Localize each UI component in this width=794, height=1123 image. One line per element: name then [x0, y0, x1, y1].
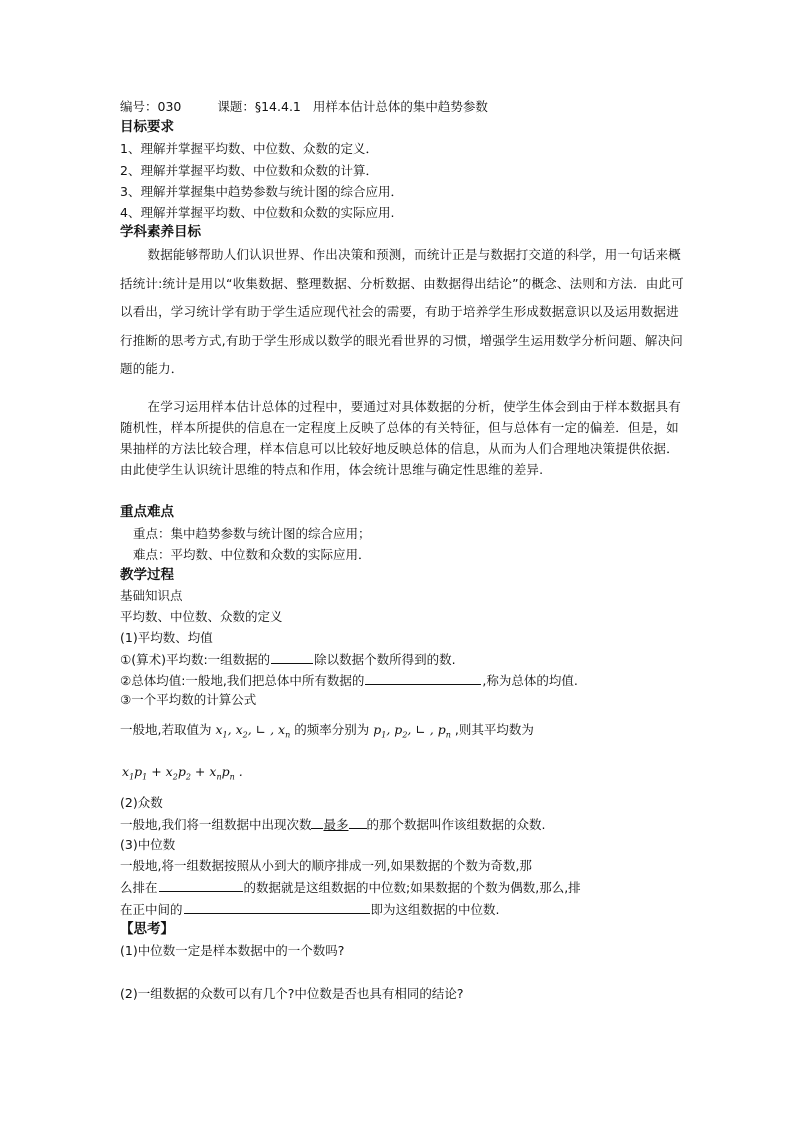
mode-definition: 一般地,我们将一组数据中出现次数 最多 的那个数据叫作该组数据的众数.	[120, 817, 546, 832]
weighted-mean-formula: $x_1p_1 + x_2p_2 + x_np_n$ .	[122, 764, 243, 782]
lesson-title: 用样本估计总体的集中趋势参数	[312, 99, 488, 114]
median-line-2: 么排在 的数据就是这组数据的中位数;如果数据的个数为偶数,那么,排	[120, 880, 581, 895]
process-heading: 教学过程	[120, 567, 174, 583]
focus-point: 重点：集中趋势参数与统计图的综合应用；	[133, 526, 371, 541]
literacy-paragraph-2	[120, 396, 690, 480]
fill-blank[interactable]	[271, 651, 313, 664]
literacy-text-1: 数据能够帮助人们认识世界、作出决策和预测，而统计正是与数据打交道的科学，用一句话来概括统计:统计是用以“收集数据、整理数据、分析数据、由数据得出结论”的概念、法则和方法．由此可以看出，学习统计学有助于学生适应现代社会的需要，有助于培养学生形成数据意识以及运用数据进行推断的思考方式,有助于学生形成以数学的眼光看世界的习惯，增强学生运用数学分析问题、解决问题的能力．	[120, 247, 684, 376]
fill-blank[interactable]	[159, 879, 243, 892]
mean-formula-line: 一般地,若取值为 $x_1$, $x_2$, ∟ , $x_n$ 的频率分别为 $p_1$, $p_2$, ∟ , $p_n$ ,则其平均数为	[120, 722, 534, 740]
goal-item: 1、理解并掌握平均数、中位数、众数的定义．	[120, 141, 378, 156]
mode-filled-answer: 最多	[323, 817, 349, 832]
header-line	[120, 99, 488, 115]
goal-item: 3、理解并掌握集中趋势参数与统计图的综合应用．	[120, 184, 403, 199]
think-question-1: (1)中位数一定是样本数据中的一个数吗?	[120, 943, 345, 958]
think-heading: 【思考】	[120, 921, 174, 937]
median-line-3: 在正中间的 即为这组数据的中位数.	[120, 902, 500, 917]
lesson-code: 编号：030	[120, 99, 182, 114]
mode-title: (2)众数	[120, 795, 163, 810]
goals-heading: 目标要求	[120, 119, 174, 135]
goal-item: 4、理解并掌握平均数、中位数和众数的实际应用.	[120, 205, 395, 220]
arithmetic-mean-line: ①(算术)平均数:一组数据的 除以数据个数所得到的数.	[120, 652, 456, 667]
x-values-formula: $x_1$, $x_2$, ∟ , $x_n$	[215, 722, 291, 740]
mean-title: (1)平均数、均值	[120, 630, 213, 645]
literacy-paragraph-1	[120, 241, 690, 384]
basic-knowledge-heading: 基础知识点	[120, 588, 183, 603]
difficulty-point: 难点：平均数、中位数和众数的实际应用．	[133, 547, 371, 562]
definitions-heading: 平均数、中位数、众数的定义	[120, 609, 283, 624]
think-question-2: (2)一组数据的众数可以有几个?中位数是否也具有相同的结论?	[120, 986, 464, 1001]
p-values-formula: $p_1$, $p_2$, ∟ , $p_n$	[373, 722, 451, 740]
key-points-heading: 重点难点	[120, 504, 174, 520]
median-title: (3)中位数	[120, 837, 176, 852]
literacy-heading: 学科素养目标	[120, 224, 201, 240]
population-mean-line: ②总体均值:一般地,我们把总体中所有数据的 ,称为总体的均值.	[120, 673, 578, 688]
median-line-1: 一般地,将一组数据按照从小到大的顺序排成一列,如果数据的个数为奇数,那	[120, 858, 532, 873]
goal-item: 2、理解并掌握平均数、中位数和众数的计算．	[120, 163, 378, 178]
fill-blank[interactable]	[365, 672, 481, 685]
mean-formula-heading: ③一个平均数的计算公式	[120, 692, 257, 707]
lesson-topic-label: 课题：§14.4.1	[217, 99, 301, 114]
fill-blank[interactable]	[184, 901, 370, 914]
literacy-text-2: 在学习运用样本估计总体的过程中，要通过对具体数据的分析，使学生体会到由于样本数据具有随机性，样本所提供的信息在一定程度上反映了总体的有关特征，但与总体有一定的偏差．但是，如果抽样的方法比较合理，样本信息可以比较好地反映总体的信息，从而为人们合理地决策提供依据．由此使学生认识统计思维的特点和作用，体会统计思维与确定性思维的差异.	[120, 399, 681, 477]
